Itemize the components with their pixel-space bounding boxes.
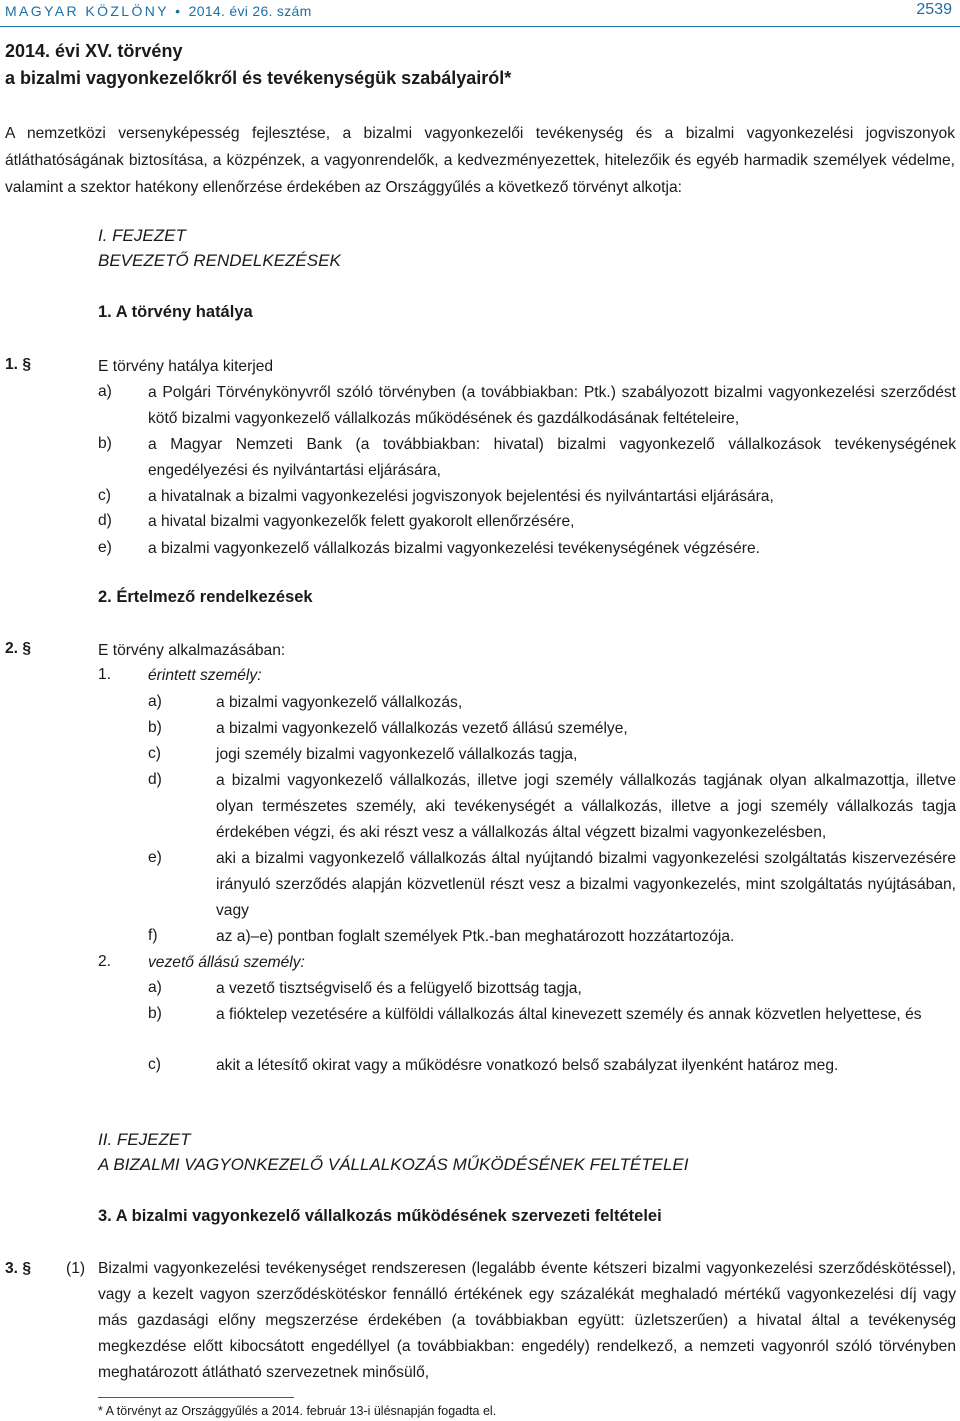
item-label: c) — [98, 487, 111, 504]
page-number: 2539 — [916, 1, 952, 18]
issue-number: 2014. évi 26. szám — [188, 3, 312, 19]
item-label: d) — [98, 512, 112, 529]
footnote-rule — [98, 1397, 294, 1398]
item-label: a) — [98, 383, 112, 400]
list-item: a fióktelep vezetésére a külföldi vállalkozás által kinevezett személy és annak közvetlen helyettese, és — [216, 1006, 922, 1023]
chapter-number: II. FEJEZET — [98, 1130, 191, 1149]
journal-name: MAGYAR KÖZLÖNY — [5, 3, 169, 19]
law-title — [5, 38, 511, 92]
law-subject: a bizalmi vagyonkezelőkről és tevékenységük szabályairól* — [5, 68, 512, 88]
law-number: 2014. évi XV. törvény — [5, 41, 183, 61]
footnote: * A törvényt az Országgyűlés a 2014. február 13-i ülésnapján fogadta el. — [98, 1404, 497, 1418]
paragraph-number: 1. § — [5, 356, 32, 373]
journal-running-head: MAGYAR KÖZLÖNY • 2014. évi 26. szám — [5, 3, 312, 19]
list-item: jogi személy bizalmi vagyonkezelő vállalkozás tagja, — [216, 746, 578, 763]
list-item: a hivatal bizalmi vagyonkezelők felett gyakorolt ellenőrzésére, — [148, 513, 575, 530]
item-label: e) — [98, 539, 112, 556]
list-item: aki a bizalmi vagyonkezelő vállalkozás által nyújtandó bizalmi vagyonkezelési szolgáltatás kiszervezésére irányuló szerződés alapján közvetlenül részt vesz a bizalmi vagyonkezelés, mint szolgáltatás nyújtásában, vagy — [216, 850, 956, 919]
definition-term: vezető állású személy: — [148, 954, 305, 971]
item-label: b) — [148, 719, 162, 736]
chapter-heading — [98, 1127, 688, 1177]
chapter-title: A BIZALMI VAGYONKEZELŐ VÁLLALKOZÁS MŰKÖDÉSÉNEK FELTÉTELEI — [98, 1155, 689, 1174]
paragraph-intro: E törvény hatálya kiterjed — [98, 358, 274, 375]
section-title: 2. Értelmező rendelkezések — [98, 588, 313, 606]
list-item: a bizalmi vagyonkezelő vállalkozás bizalmi vagyonkezelési tevékenységének végzésére. — [148, 540, 760, 557]
item-label: b) — [98, 435, 112, 452]
header-rule — [0, 26, 960, 27]
paragraph-intro: E törvény alkalmazásában: — [98, 642, 286, 659]
list-item: a vezető tisztségviselő és a felügyelő bizottság tagja, — [216, 980, 582, 997]
item-label: d) — [148, 771, 162, 788]
item-label: b) — [148, 1005, 162, 1022]
chapter-title: BEVEZETŐ RENDELKEZÉSEK — [98, 251, 341, 270]
section-title: 3. A bizalmi vagyonkezelő vállalkozás működésének szervezeti feltételei — [98, 1207, 662, 1225]
list-item: a Polgári Törvénykönyvről szóló törvényben (a továbbiakban: Ptk.) szabályozott bizalmi vagyonkezelési szerződést kötő bizalmi vagyonkezelő vállalkozás működésének és gazdálkodásának feltételeire, — [148, 384, 956, 427]
paragraph-number: 2. § — [5, 640, 32, 657]
section-title: 1. A törvény hatálya — [98, 303, 253, 321]
list-item: a Magyar Nemzeti Bank (a továbbiakban: hivatal) bizalmi vagyonkezelő vállalkozások tevékenységének engedélyezési és nyilvántartási eljárására, — [148, 436, 956, 479]
item-label: c) — [148, 1056, 161, 1073]
list-item: a bizalmi vagyonkezelő vállalkozás, illetve jogi személy vállalkozás tagjának olyan alkalmazottja, illetve olyan természetes személy, aki tevékenységét a vállalkozás, illetve a jogi személy vállalkozás tagja érdekében végzi, és aki részt vesz a vállalkozás által végzett bizalmi vagyonkezelésben, — [216, 772, 956, 841]
paragraph-text: Bizalmi vagyonkezelési tevékenységet rendszeresen (legalább évente kétszeri bizalmi vagyonkezelési szerződéskötéssel), vagy a kezelt vagyon szerződéskötéskor fennálló értékének egy százalékát meghaladó mértékű vagyonkezelési díj vagy más gazdasági előny megszerzése érdekében (a továbbiakban együtt: üzletszerűen) a hivatal által a tevékenység megkezdése előtt kibocsátott engedéllyel (a továbbiakban: engedély) rendelkező, a nemzeti vagyonról szóló törvényben meghatározott átlátható szervezetnek minősülő, — [98, 1260, 956, 1381]
preamble: A nemzetközi versenyképesség fejlesztése, a bizalmi vagyonkezelői tevékenység és a bizalmi vagyonkezelési jogviszonyok átláthatóságának biztosítása, a közpénzek, a vagyonrendelők, a kedvezményezettek, hitelezőik és egyéb harmadik személyek védelme, valamint a szektor hatékony ellenőrzése érdekében az Országgyűlés a következő törvényt alkotja: — [5, 125, 955, 196]
item-label: a) — [148, 979, 162, 996]
definition-number: 1. — [98, 666, 112, 683]
subparagraph-number: (1) — [66, 1260, 86, 1277]
page-header — [0, 0, 960, 26]
item-label: f) — [148, 927, 158, 944]
definition-number: 2. — [98, 953, 112, 970]
paragraph-number: 3. § — [5, 1260, 32, 1277]
chapter-number: I. FEJEZET — [98, 226, 186, 245]
list-item: az a)–e) pontban foglalt személyek Ptk.-ban meghatározott hozzátartozója. — [216, 928, 735, 945]
item-label: a) — [148, 693, 162, 710]
item-label: c) — [148, 745, 161, 762]
list-item: a bizalmi vagyonkezelő vállalkozás vezető állású személye, — [216, 720, 628, 737]
chapter-heading — [98, 223, 341, 273]
list-item: a bizalmi vagyonkezelő vállalkozás, — [216, 694, 463, 711]
list-item: a hivatalnak a bizalmi vagyonkezelési jogviszonyok bejelentési és nyilvántartási eljárására, — [148, 488, 774, 505]
definition-term: érintett személy: — [148, 667, 262, 684]
list-item: akit a létesítő okirat vagy a működésre vonatkozó belső szabályzat ilyenként határoz meg. — [216, 1057, 839, 1074]
item-label: e) — [148, 849, 162, 866]
